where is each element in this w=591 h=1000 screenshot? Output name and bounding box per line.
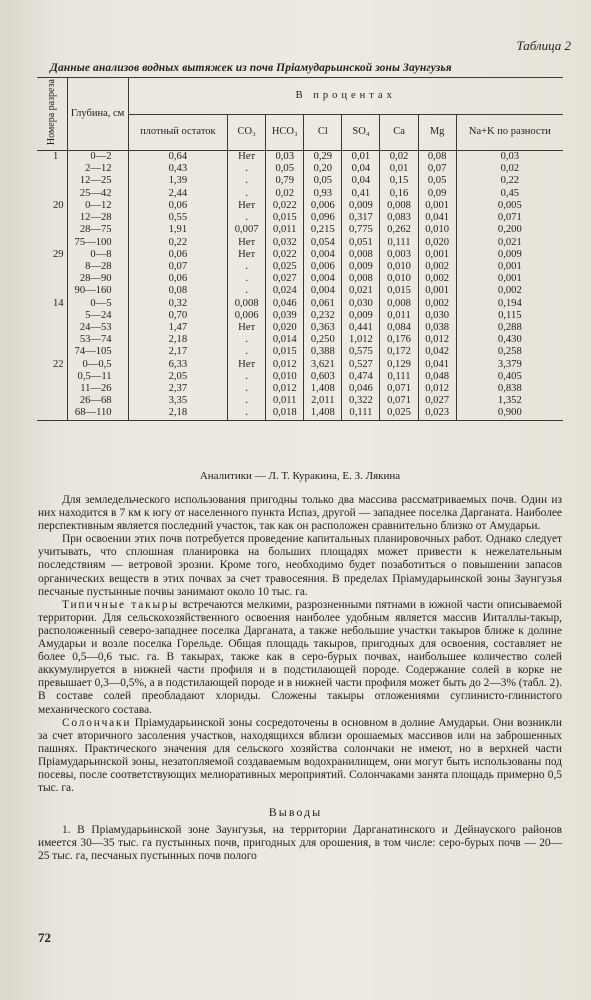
value-cell: 0,001 <box>418 200 456 212</box>
paragraph: Для земледельческого использования пригодны только два массива рассматриваемых почв. Один из них находится в 7 км к югу от населенного пункта Испаз, другой — западнее поселка Дарганата. Наиболее перспективным является последний участок, так как он расположен сравнительно близко от Амударьи. <box>38 494 562 533</box>
value-cell: 0,172 <box>380 346 418 358</box>
table-row <box>37 322 563 334</box>
value-cell: 0,388 <box>304 346 342 358</box>
section-cell <box>37 310 67 322</box>
col-percent-header: В процентах <box>128 78 563 115</box>
value-cell: 0,041 <box>418 359 456 371</box>
value-cell: 0,011 <box>380 310 418 322</box>
value-cell: 0,046 <box>266 298 304 310</box>
value-cell: 0,015 <box>380 285 418 297</box>
section-cell <box>37 285 67 297</box>
value-cell: 0,575 <box>342 346 380 358</box>
section-cell <box>37 383 67 395</box>
value-cell: 0,01 <box>380 163 418 175</box>
subcolumn-header: Mg <box>418 114 456 151</box>
value-cell: 0,001 <box>418 249 456 261</box>
value-cell: 0,008 <box>228 298 266 310</box>
value-cell: 2,44 <box>128 188 228 200</box>
section-cell <box>37 334 67 346</box>
section-cell <box>37 346 67 358</box>
value-cell: 0,010 <box>380 273 418 285</box>
section-cell <box>37 261 67 273</box>
value-cell: 0,012 <box>266 383 304 395</box>
depth-cell: 0—2 <box>67 151 128 164</box>
value-cell: 0,322 <box>342 395 380 407</box>
section-cell: 1 <box>53 151 59 163</box>
value-cell: 0,018 <box>266 407 304 420</box>
value-cell: 0,001 <box>456 261 563 273</box>
value-cell: 0,15 <box>380 175 418 187</box>
value-cell: 2,011 <box>304 395 342 407</box>
paragraph: Солончаки Прiамударьинской зоны сосредоточены в основном в долине Амударьи. Они возникли за счет вторичного засоления участков, находящихся вблизи орошаемых массивов или на заброшенных пашнях. Практического значения для сельского хозяйства солончаки не имеют, но в верхней части Прiамударьинской зоны, незатопляемой создаваемым водохранилищем, они могут быть использованы под посевы, после соответствующих мелиоративных мероприятий. Солончаками занята площадь примерно 0,5 тыс. га. <box>38 716 562 795</box>
depth-cell: 24—53 <box>67 322 128 334</box>
value-cell: 0,603 <box>304 371 342 383</box>
value-cell: . <box>228 407 266 420</box>
value-cell: 2,18 <box>128 407 228 420</box>
value-cell: 0,288 <box>456 322 563 334</box>
value-cell: 0,129 <box>380 359 418 371</box>
term-lead: Типичные такыры <box>62 598 179 611</box>
value-cell: 0,111 <box>342 407 380 420</box>
depth-cell: 25—42 <box>67 188 128 200</box>
value-cell: 0,008 <box>342 273 380 285</box>
value-cell: 0,061 <box>304 298 342 310</box>
table-footnote-analysts: Аналитики — Л. Т. Куракина, Е. З. Лякина <box>199 470 401 482</box>
value-cell: 0,22 <box>456 175 563 187</box>
value-cell: 0,006 <box>304 200 342 212</box>
value-cell: 0,02 <box>266 188 304 200</box>
section-cell <box>37 273 67 285</box>
value-cell: 1,408 <box>304 407 342 420</box>
depth-cell: 0,5—11 <box>67 371 128 383</box>
value-cell: 0,009 <box>342 261 380 273</box>
value-cell: 0,022 <box>266 200 304 212</box>
value-cell: 0,025 <box>266 261 304 273</box>
depth-cell: 0—0,5 <box>67 359 128 371</box>
term-lead: Солончаки <box>62 716 132 729</box>
value-cell: 0,45 <box>456 188 563 200</box>
paragraph: При освоении этих почв потребуется проведение капитальных планировочных работ. Однако следует учитывать, что сплошная планировка на больших площадях может привести к нежелательным последствиям — ветровой эрозии. Кроме того, необходимо будет позаботиться о повышении запасов органических веществ в этих почвах за счет травосеяния. В пределах Прiамударьинской зоны Заунгузья песчаные пустынные почвы занимают около 10 тыс. га. <box>38 533 562 598</box>
value-cell: 0,05 <box>304 175 342 187</box>
value-cell: 0,054 <box>304 237 342 249</box>
value-cell: 0,008 <box>342 249 380 261</box>
value-cell: 0,009 <box>456 249 563 261</box>
section-cell <box>37 395 67 407</box>
section-cell: 29 <box>53 248 64 260</box>
value-cell: 0,258 <box>456 346 563 358</box>
value-cell: 0,022 <box>266 249 304 261</box>
value-cell: 0,838 <box>456 383 563 395</box>
value-cell: 3,379 <box>456 359 563 371</box>
value-cell: 0,071 <box>380 395 418 407</box>
depth-cell: 26—68 <box>67 395 128 407</box>
table-row <box>37 273 563 285</box>
table-row <box>37 188 563 200</box>
depth-cell: 74—105 <box>67 346 128 358</box>
value-cell: 0,111 <box>380 237 418 249</box>
value-cell: 3,621 <box>304 359 342 371</box>
table-row <box>37 285 563 297</box>
value-cell: . <box>228 285 266 297</box>
value-cell: 0,001 <box>456 273 563 285</box>
value-cell: . <box>228 212 266 224</box>
value-cell: Нет <box>228 237 266 249</box>
value-cell: . <box>228 334 266 346</box>
value-cell: 0,020 <box>418 237 456 249</box>
table-row <box>37 346 563 358</box>
value-cell: 0,006 <box>304 261 342 273</box>
value-cell: 0,32 <box>128 298 228 310</box>
value-cell: 0,250 <box>304 334 342 346</box>
value-cell: 0,29 <box>304 151 342 164</box>
value-cell: 0,317 <box>342 212 380 224</box>
value-cell: . <box>228 273 266 285</box>
value-cell: 0,025 <box>380 407 418 420</box>
section-cell: 20 <box>53 199 64 211</box>
value-cell: 2,05 <box>128 371 228 383</box>
depth-cell: 75—100 <box>67 237 128 249</box>
depth-cell: 0—5 <box>67 298 128 310</box>
table-row <box>37 298 563 310</box>
section-cell <box>37 407 67 420</box>
value-cell: . <box>228 163 266 175</box>
value-cell: 0,176 <box>380 334 418 346</box>
value-cell: 0,041 <box>418 212 456 224</box>
value-cell: 0,048 <box>418 371 456 383</box>
value-cell: 1,352 <box>456 395 563 407</box>
depth-cell: 2—12 <box>67 163 128 175</box>
value-cell: 0,262 <box>380 224 418 236</box>
value-cell: 0,014 <box>266 334 304 346</box>
value-cell: 0,030 <box>418 310 456 322</box>
value-cell: 0,084 <box>380 322 418 334</box>
value-cell: 0,027 <box>266 273 304 285</box>
table-row <box>37 261 563 273</box>
value-cell: 0,215 <box>304 224 342 236</box>
value-cell: 0,06 <box>128 273 228 285</box>
depth-cell: 11—26 <box>67 383 128 395</box>
value-cell: 0,41 <box>342 188 380 200</box>
table-row <box>37 151 563 164</box>
depth-cell: 5—24 <box>67 310 128 322</box>
value-cell: 0,70 <box>128 310 228 322</box>
value-cell: 0,01 <box>342 151 380 164</box>
value-cell: 0,79 <box>266 175 304 187</box>
value-cell: 0,002 <box>418 298 456 310</box>
section-cell <box>37 188 67 200</box>
value-cell: 0,43 <box>128 163 228 175</box>
value-cell: 0,115 <box>456 310 563 322</box>
value-cell: 0,011 <box>266 224 304 236</box>
value-cell: 0,051 <box>342 237 380 249</box>
section-cell <box>37 371 67 383</box>
depth-cell: 12—28 <box>67 212 128 224</box>
section-cell: 22 <box>53 358 64 370</box>
table-row <box>37 249 563 261</box>
section-cell <box>37 237 67 249</box>
table-row <box>37 310 563 322</box>
value-cell: 0,006 <box>228 310 266 322</box>
value-cell: 0,023 <box>418 407 456 420</box>
conclusions-text <box>38 824 562 863</box>
table-row <box>37 407 563 420</box>
value-cell: 2,18 <box>128 334 228 346</box>
value-cell: Нет <box>228 200 266 212</box>
value-cell: . <box>228 175 266 187</box>
subcolumn-header: SO₄ <box>342 114 380 151</box>
value-cell: 0,004 <box>304 249 342 261</box>
depth-cell: 12—25 <box>67 175 128 187</box>
subcolumn-header: HCO₃ <box>266 114 304 151</box>
table-row <box>37 237 563 249</box>
value-cell: 0,008 <box>380 298 418 310</box>
value-cell: 0,09 <box>418 188 456 200</box>
value-cell: 0,08 <box>128 285 228 297</box>
value-cell: 0,005 <box>456 200 563 212</box>
value-cell: 0,02 <box>380 151 418 164</box>
table-row <box>37 200 563 212</box>
value-cell: 0,004 <box>304 273 342 285</box>
table-row <box>37 359 563 371</box>
section-cell: 14 <box>53 297 64 309</box>
value-cell: 0,083 <box>380 212 418 224</box>
depth-cell: 68—110 <box>67 407 128 420</box>
table-body <box>37 151 563 420</box>
depth-cell: 0—8 <box>67 249 128 261</box>
value-cell: 1,012 <box>342 334 380 346</box>
value-cell: 0,232 <box>304 310 342 322</box>
depth-cell: 0—12 <box>67 200 128 212</box>
value-cell: Нет <box>228 249 266 261</box>
value-cell: 0,04 <box>342 163 380 175</box>
value-cell: 0,55 <box>128 212 228 224</box>
value-cell: 0,015 <box>266 212 304 224</box>
value-cell: 1,39 <box>128 175 228 187</box>
value-cell: 0,021 <box>456 237 563 249</box>
value-cell: 0,020 <box>266 322 304 334</box>
section-cell <box>37 224 67 236</box>
table-label: Таблица 2 <box>516 38 571 53</box>
value-cell: 0,007 <box>228 224 266 236</box>
table-title: Данные анализов водных вытяжек из почв Прiамударьинской зоны Заунгузья <box>50 62 452 74</box>
table-row <box>37 212 563 224</box>
value-cell: 0,008 <box>380 200 418 212</box>
section-heading: Выводы <box>268 805 323 819</box>
value-cell: . <box>228 383 266 395</box>
section-cell <box>37 163 67 175</box>
value-cell: 0,06 <box>128 200 228 212</box>
table-row <box>37 163 563 175</box>
value-cell: Нет <box>228 151 266 164</box>
value-cell: . <box>228 395 266 407</box>
value-cell: 1,91 <box>128 224 228 236</box>
value-cell: 0,003 <box>380 249 418 261</box>
value-cell: 2,37 <box>128 383 228 395</box>
table-row <box>37 371 563 383</box>
value-cell: 0,010 <box>266 371 304 383</box>
value-cell: 0,03 <box>266 151 304 164</box>
subcolumn-header: плотный остаток <box>128 114 228 151</box>
value-cell: 0,93 <box>304 188 342 200</box>
value-cell: 0,08 <box>418 151 456 164</box>
value-cell: 6,33 <box>128 359 228 371</box>
value-cell: 0,027 <box>418 395 456 407</box>
value-cell: 0,16 <box>380 188 418 200</box>
value-cell: Нет <box>228 322 266 334</box>
value-cell: 0,002 <box>456 285 563 297</box>
value-cell: 0,002 <box>418 273 456 285</box>
value-cell: 2,17 <box>128 346 228 358</box>
depth-cell: 28—90 <box>67 273 128 285</box>
value-cell: 1,408 <box>304 383 342 395</box>
table-row <box>37 175 563 187</box>
value-cell: . <box>228 346 266 358</box>
value-cell: 0,004 <box>304 285 342 297</box>
value-cell: 0,05 <box>266 163 304 175</box>
value-cell: 0,194 <box>456 298 563 310</box>
paragraph: Типичные такыры встречаются мелкими, разрозненными пятнами в южной части описываемой территории. Для сельскохозяйственного освоения наиболее удобным является массив Ииталлы-такыр, расположенный северо-западнее поселка Дарганата, а также небольшие участки такыров ближе к долине Амударьи и возле поселка Горельде. Общая площадь такыров, пригодных для освоения, составляет не более 0,5—0,6 тыс. га. В такырах, также как в серо-бурых почвах, наибольшее количество солей аккумулируется в нижней части профиля и в подстилающей породе. Содержание солей в корке не превышает 0,3—0,5%, а в подстилающей породе и в нижней части профиля может быть до 2—3% (табл. 2). В составе солей преобладают хлориды. Сложены такыры отложениями суглинисто-глинистого механического состава. <box>38 598 562 716</box>
value-cell: 0,038 <box>418 322 456 334</box>
value-cell: 0,009 <box>342 200 380 212</box>
value-cell: 0,010 <box>380 261 418 273</box>
col-depth-header: Глубина, см <box>67 78 128 151</box>
value-cell: 0,002 <box>418 261 456 273</box>
value-cell: 0,363 <box>304 322 342 334</box>
value-cell: 0,030 <box>342 298 380 310</box>
value-cell: 0,071 <box>380 383 418 395</box>
value-cell: Нет <box>228 359 266 371</box>
subcolumn-header: CO₃ <box>228 114 266 151</box>
value-cell: 0,527 <box>342 359 380 371</box>
value-cell: 0,012 <box>266 359 304 371</box>
value-cell: 0,900 <box>456 407 563 420</box>
subcolumn-header: Ca <box>380 114 418 151</box>
value-cell: 0,015 <box>266 346 304 358</box>
value-cell: 0,05 <box>418 175 456 187</box>
value-cell: 0,22 <box>128 237 228 249</box>
table-row <box>37 383 563 395</box>
value-cell: 0,775 <box>342 224 380 236</box>
table-row <box>37 224 563 236</box>
section-cell <box>37 212 67 224</box>
soil-analysis-table <box>37 77 563 421</box>
value-cell: 0,07 <box>128 261 228 273</box>
body-text <box>38 494 562 795</box>
value-cell: 0,200 <box>456 224 563 236</box>
value-cell: 0,474 <box>342 371 380 383</box>
value-cell: 0,039 <box>266 310 304 322</box>
value-cell: 0,03 <box>456 151 563 164</box>
value-cell: . <box>228 371 266 383</box>
table-row <box>37 334 563 346</box>
value-cell: 0,096 <box>304 212 342 224</box>
value-cell: 0,011 <box>266 395 304 407</box>
depth-cell: 28—75 <box>67 224 128 236</box>
value-cell: 0,071 <box>456 212 563 224</box>
subcolumn-header: Na+K по разности <box>456 114 563 151</box>
value-cell: 0,012 <box>418 334 456 346</box>
value-cell: 1,47 <box>128 322 228 334</box>
conclusion-item: 1. В Прiамударьинской зоне Заунгузья, на территории Дарганатинского и Дейнауского районов имеется 30—35 тыс. га пустынных почв, пригодных для орошения, в том числе: серо-бурых почв — 20—25 тыс. га, песчаных пустынных почв полого <box>38 824 562 863</box>
value-cell: 0,012 <box>418 383 456 395</box>
section-cell <box>37 175 67 187</box>
value-cell: 0,02 <box>456 163 563 175</box>
value-cell: 3,35 <box>128 395 228 407</box>
value-cell: 0,042 <box>418 346 456 358</box>
value-cell: 0,441 <box>342 322 380 334</box>
value-cell: 0,06 <box>128 249 228 261</box>
value-cell: 0,111 <box>380 371 418 383</box>
depth-cell: 8—28 <box>67 261 128 273</box>
value-cell: 0,430 <box>456 334 563 346</box>
value-cell: 0,010 <box>418 224 456 236</box>
subcolumn-header: Cl <box>304 114 342 151</box>
value-cell: 0,009 <box>342 310 380 322</box>
section-cell <box>37 322 67 334</box>
value-cell: 0,021 <box>342 285 380 297</box>
value-cell: 0,20 <box>304 163 342 175</box>
value-cell: . <box>228 188 266 200</box>
value-cell: 0,405 <box>456 371 563 383</box>
value-cell: 0,024 <box>266 285 304 297</box>
table-row <box>37 395 563 407</box>
value-cell: 0,046 <box>342 383 380 395</box>
value-cell: 0,032 <box>266 237 304 249</box>
value-cell: 0,001 <box>418 285 456 297</box>
value-cell: 0,04 <box>342 175 380 187</box>
value-cell: 0,64 <box>128 151 228 164</box>
depth-cell: 53—74 <box>67 334 128 346</box>
value-cell: 0,07 <box>418 163 456 175</box>
depth-cell: 90—160 <box>67 285 128 297</box>
col-section-header: Номера разреза <box>37 78 67 151</box>
page-number: 72 <box>38 930 51 945</box>
value-cell: . <box>228 261 266 273</box>
